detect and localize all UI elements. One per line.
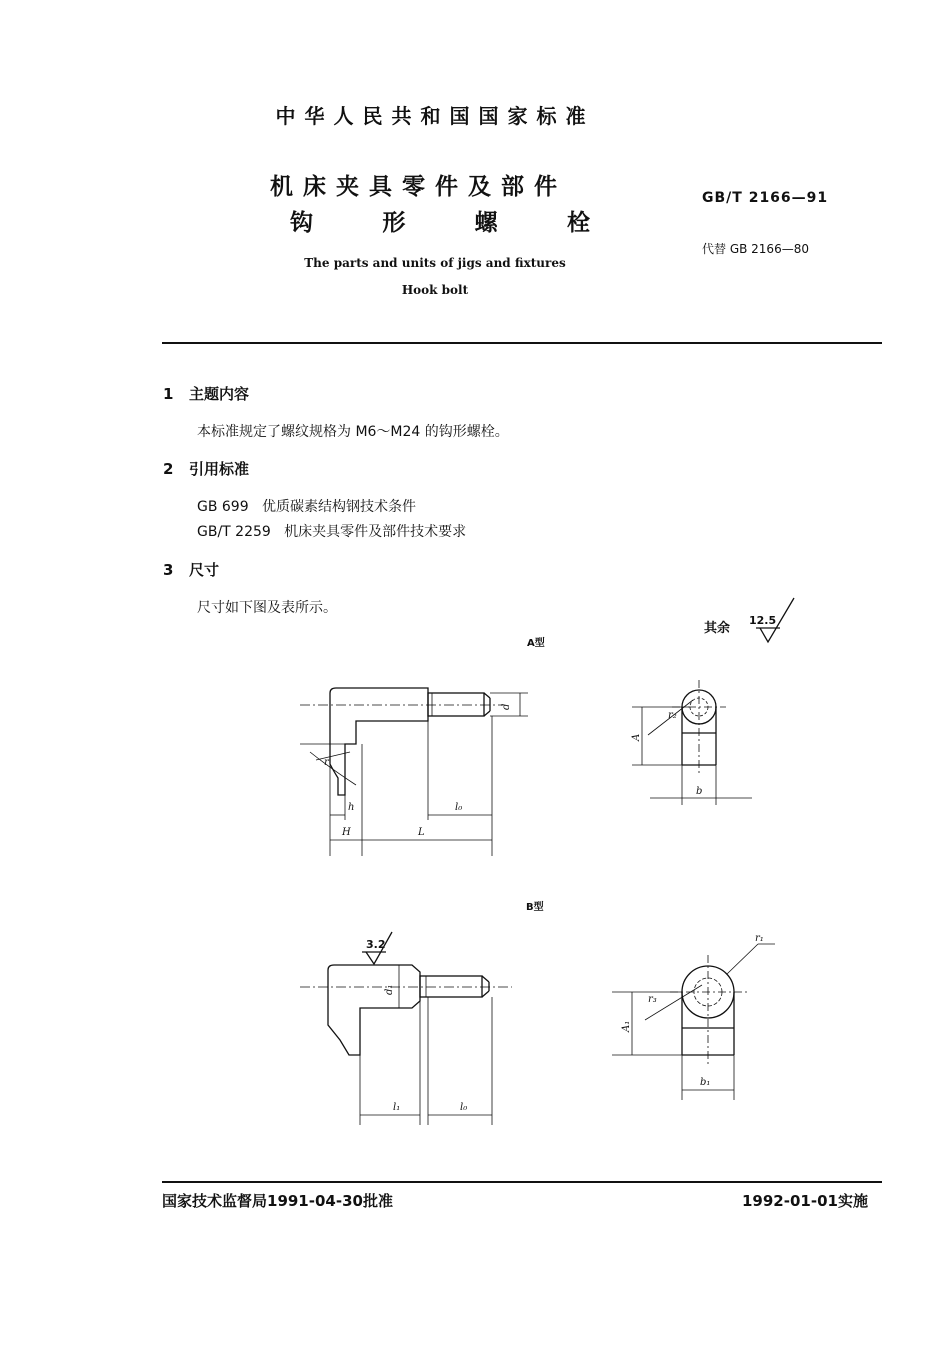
standard-title-zh: 机床夹具零件及部件	[270, 174, 567, 200]
roughness-top-value: 3.2	[366, 938, 386, 951]
dim-A1: A₁	[621, 1020, 632, 1032]
dim-h: h	[348, 802, 355, 813]
section-title: 引用标准	[189, 460, 250, 478]
dim-l0-b: l₀	[460, 1102, 468, 1113]
roughness-other-value: 12.5	[749, 614, 777, 627]
dim-r3: r₃	[648, 994, 657, 1005]
issuing-organization: 中华人民共和国国家标准	[275, 104, 595, 128]
subtitle-char: 栓	[566, 210, 590, 236]
replaces-standard: 代替 GB 2166—80	[702, 242, 809, 256]
standard-code: GB/T 2166—91	[702, 190, 829, 206]
subtitle-char: 形	[382, 210, 406, 236]
section-number: 2	[163, 460, 174, 478]
type-b-side-view	[300, 932, 512, 1125]
dim-A: A	[631, 733, 642, 741]
dim-r2: r₂	[668, 710, 677, 721]
section-paragraph: 本标准规定了螺纹规格为 M6～M24 的钩形螺栓。	[197, 424, 509, 440]
roughness-other-label: 其余	[704, 621, 731, 636]
approval-note: 国家技术监督局1991-04-30批准	[162, 1192, 393, 1210]
dim-H: H	[342, 827, 351, 838]
standard-subtitle-en: Hook bolt	[401, 283, 469, 297]
footer-divider	[162, 1181, 882, 1183]
dim-r1: r₁	[755, 933, 764, 944]
type-a-label: A型	[527, 638, 545, 649]
dim-b: b	[696, 786, 703, 797]
type-b-end-view	[612, 944, 775, 1100]
section-number: 3	[163, 561, 174, 579]
type-a-end-view	[632, 680, 752, 805]
reference-item: GB 699 优质碳素结构钢技术条件	[197, 499, 416, 515]
subtitle-char: 螺	[474, 210, 498, 236]
section-title: 主题内容	[189, 385, 250, 403]
dim-d: d	[501, 703, 512, 710]
dim-d1: d₁	[384, 984, 395, 995]
standard-title-en: The parts and units of jigs and fixtures	[304, 256, 566, 270]
type-b-label: B型	[526, 902, 544, 913]
subtitle-char: 钩	[290, 210, 313, 236]
dim-r: r	[324, 757, 329, 768]
implementation-date: 1992-01-01实施	[742, 1192, 868, 1210]
dim-b1: b₁	[700, 1077, 711, 1088]
section-number: 1	[163, 385, 174, 403]
reference-item: GB/T 2259 机床夹具零件及部件技术要求	[197, 524, 467, 540]
dim-l0: l₀	[455, 802, 463, 813]
section-paragraph: 尺寸如下图及表所示。	[197, 600, 337, 616]
dim-l1: l₁	[393, 1102, 401, 1113]
section-title: 尺寸	[189, 561, 220, 579]
dim-L: L	[418, 827, 425, 838]
type-a-side-view	[300, 688, 528, 856]
